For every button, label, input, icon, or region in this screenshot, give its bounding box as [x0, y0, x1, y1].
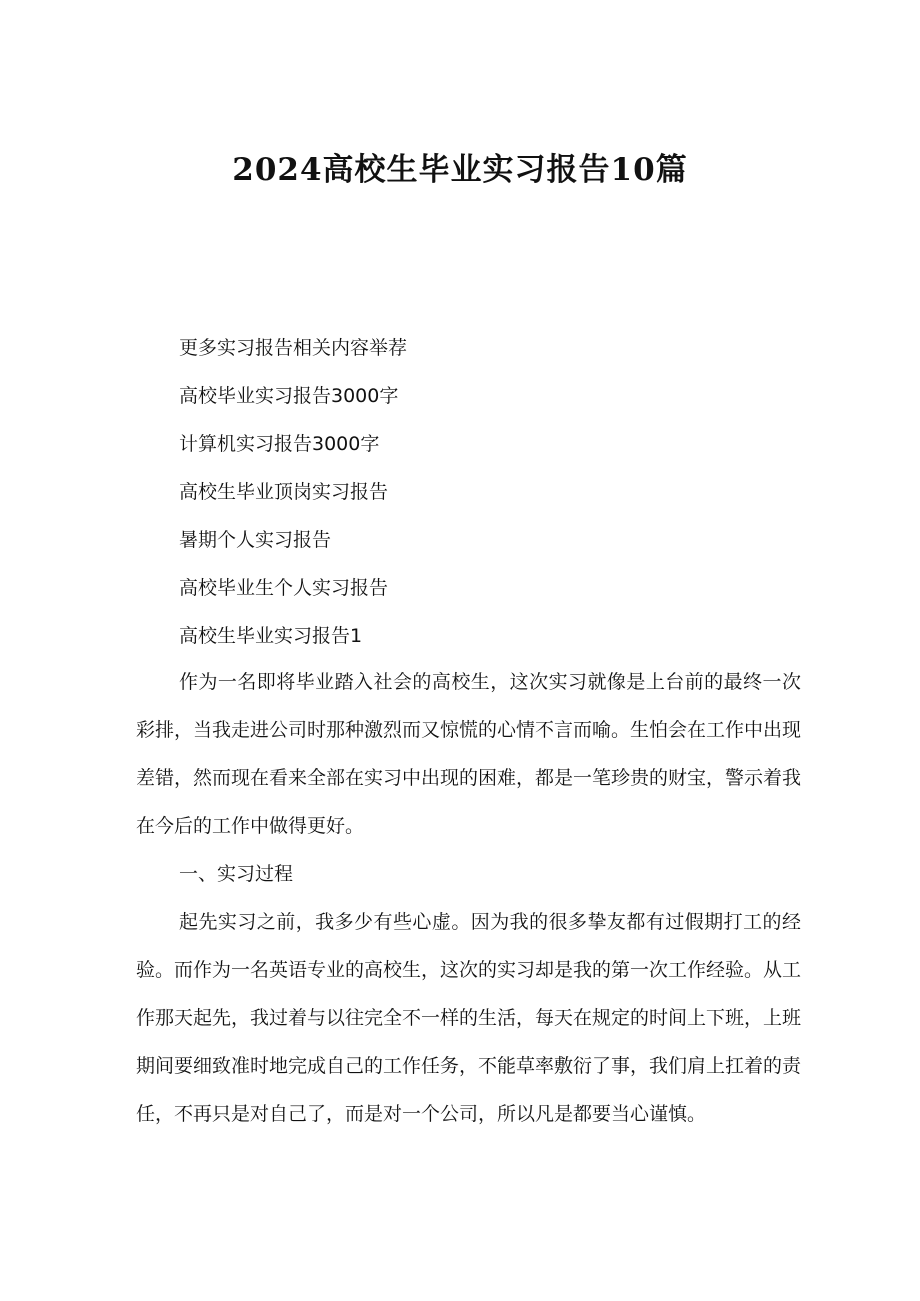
- related-link-item[interactable]: 高校毕业生个人实习报告: [179, 577, 389, 599]
- related-links-list: [179, 324, 799, 660]
- paragraph-1: 作为一名即将毕业踏入社会的高校生，这次实习就像是上台前的最终一次彩排，当我走进公司时那种激烈而又惊慌的心情不言而喻。生怕会在工作中出现差错，然而现在看来全部在实习中出现的困难，都是一笔珍贵的财宝，警示着我在今后的工作中做得更好。: [136, 671, 802, 837]
- section-title: 高校生毕业实习报告1: [179, 625, 363, 647]
- paragraph-1-block: [136, 658, 801, 850]
- related-link-item[interactable]: 暑期个人实习报告: [179, 529, 332, 551]
- document-title: 2024高校生毕业实习报告10篇: [232, 152, 688, 188]
- related-link-item[interactable]: 高校生毕业顶岗实习报告: [179, 481, 389, 503]
- related-heading: 更多实习报告相关内容举荐: [179, 337, 408, 359]
- related-link-item[interactable]: 计算机实习报告3000字: [179, 433, 380, 455]
- section-heading-block: [136, 850, 801, 898]
- section-heading: 一、实习过程: [179, 863, 294, 885]
- related-link-item[interactable]: 高校毕业实习报告3000字: [179, 385, 399, 407]
- paragraph-2: 起先实习之前，我多少有些心虚。因为我的很多挚友都有过假期打工的经验。而作为一名英语专业的高校生，这次的实习却是我的第一次工作经验。从工作那天起先，我过着与以往完全不一样的生活，每天在规定的时间上下班，上班期间要细致准时地完成自己的工作任务，不能草率敷衍了事，我们肩上扛着的责任，不再只是对自己了，而是对一个公司，所以凡是都要当心谨慎。: [136, 911, 802, 1125]
- paragraph-2-block: [136, 898, 801, 1138]
